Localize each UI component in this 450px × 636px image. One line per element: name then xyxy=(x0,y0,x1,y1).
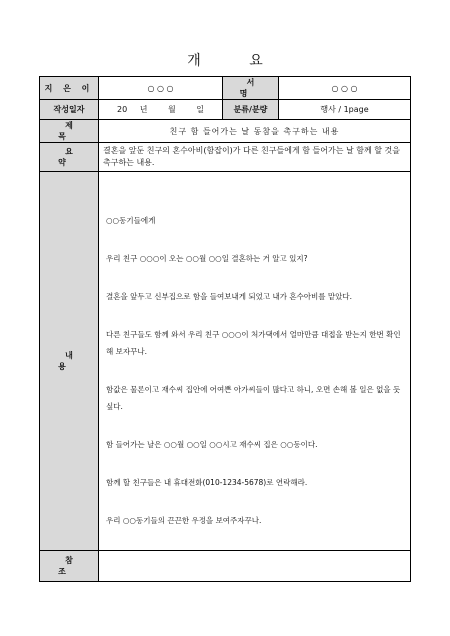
category-value: 행사 / 1page xyxy=(279,100,411,120)
signature-label: 서 명 xyxy=(223,77,279,100)
content-label: 내 용 xyxy=(40,172,99,551)
content-paragraph: 결혼을 앞두고 신부집으로 함을 들여보내게 되었고 내가 혼수아비를 맡았다. xyxy=(106,292,353,301)
date-month-unit: 월 xyxy=(168,105,176,114)
date-day-unit: 일 xyxy=(196,105,205,114)
date-label: 작성일자 xyxy=(40,100,99,120)
content-paragraph: 함께 할 친구들은 내 휴대전화(010-1234-5678)로 연락해라. xyxy=(106,478,308,487)
document-title: 개 요 xyxy=(187,53,285,69)
content-paragraph: 함값은 물론이고 재수씨 집안에 어여쁜 아가씨들이 많다고 하니, 오면 손해 볼 일은 없을 듯 싶다. xyxy=(106,385,401,411)
date-year-unit: 년 xyxy=(139,105,148,114)
content-paragraph: 우리 친구 ○○○이 오는 ○○월 ○○일 결혼하는 거 알고 있지? xyxy=(106,254,308,263)
subject-label: 제 목 xyxy=(40,120,99,143)
reference-value xyxy=(99,551,411,582)
content-paragraph: 다른 친구들도 함께 와서 우리 친구 ○○○이 처가댁에서 얼마만큼 대접을 받는지 한번 확인해 보자꾸나. xyxy=(106,330,401,356)
content-paragraph: ○○동기들에게 xyxy=(106,216,156,225)
subject-value: 친구 함 들어가는 날 동참을 촉구하는 내용 xyxy=(99,120,411,143)
date-value xyxy=(99,100,223,120)
overview-form-table xyxy=(39,76,411,582)
author-value: ○ ○ ○ xyxy=(99,77,223,100)
signature-value: ○ ○ ○ xyxy=(279,77,411,100)
summary-value: 결혼을 앞둔 친구의 혼수아비(함잡이)가 다른 친구들에게 함 들어가는 날 함께 할 것을 촉구하는 내용. xyxy=(99,143,411,172)
content-paragraph: 우리 ○○동기들의 끈끈한 우정을 보여주자꾸나. xyxy=(106,516,262,525)
date-year: 20 xyxy=(116,105,128,114)
content-body xyxy=(99,172,411,551)
content-paragraph: 함 들어가는 날은 ○○월 ○○일 ○○시고 재수씨 집은 ○○동이다. xyxy=(106,440,318,449)
reference-label: 참 조 xyxy=(40,551,99,582)
summary-label: 요 약 xyxy=(40,143,99,172)
category-label: 분류/분량 xyxy=(223,100,279,120)
author-label: 지 은 이 xyxy=(40,77,99,100)
